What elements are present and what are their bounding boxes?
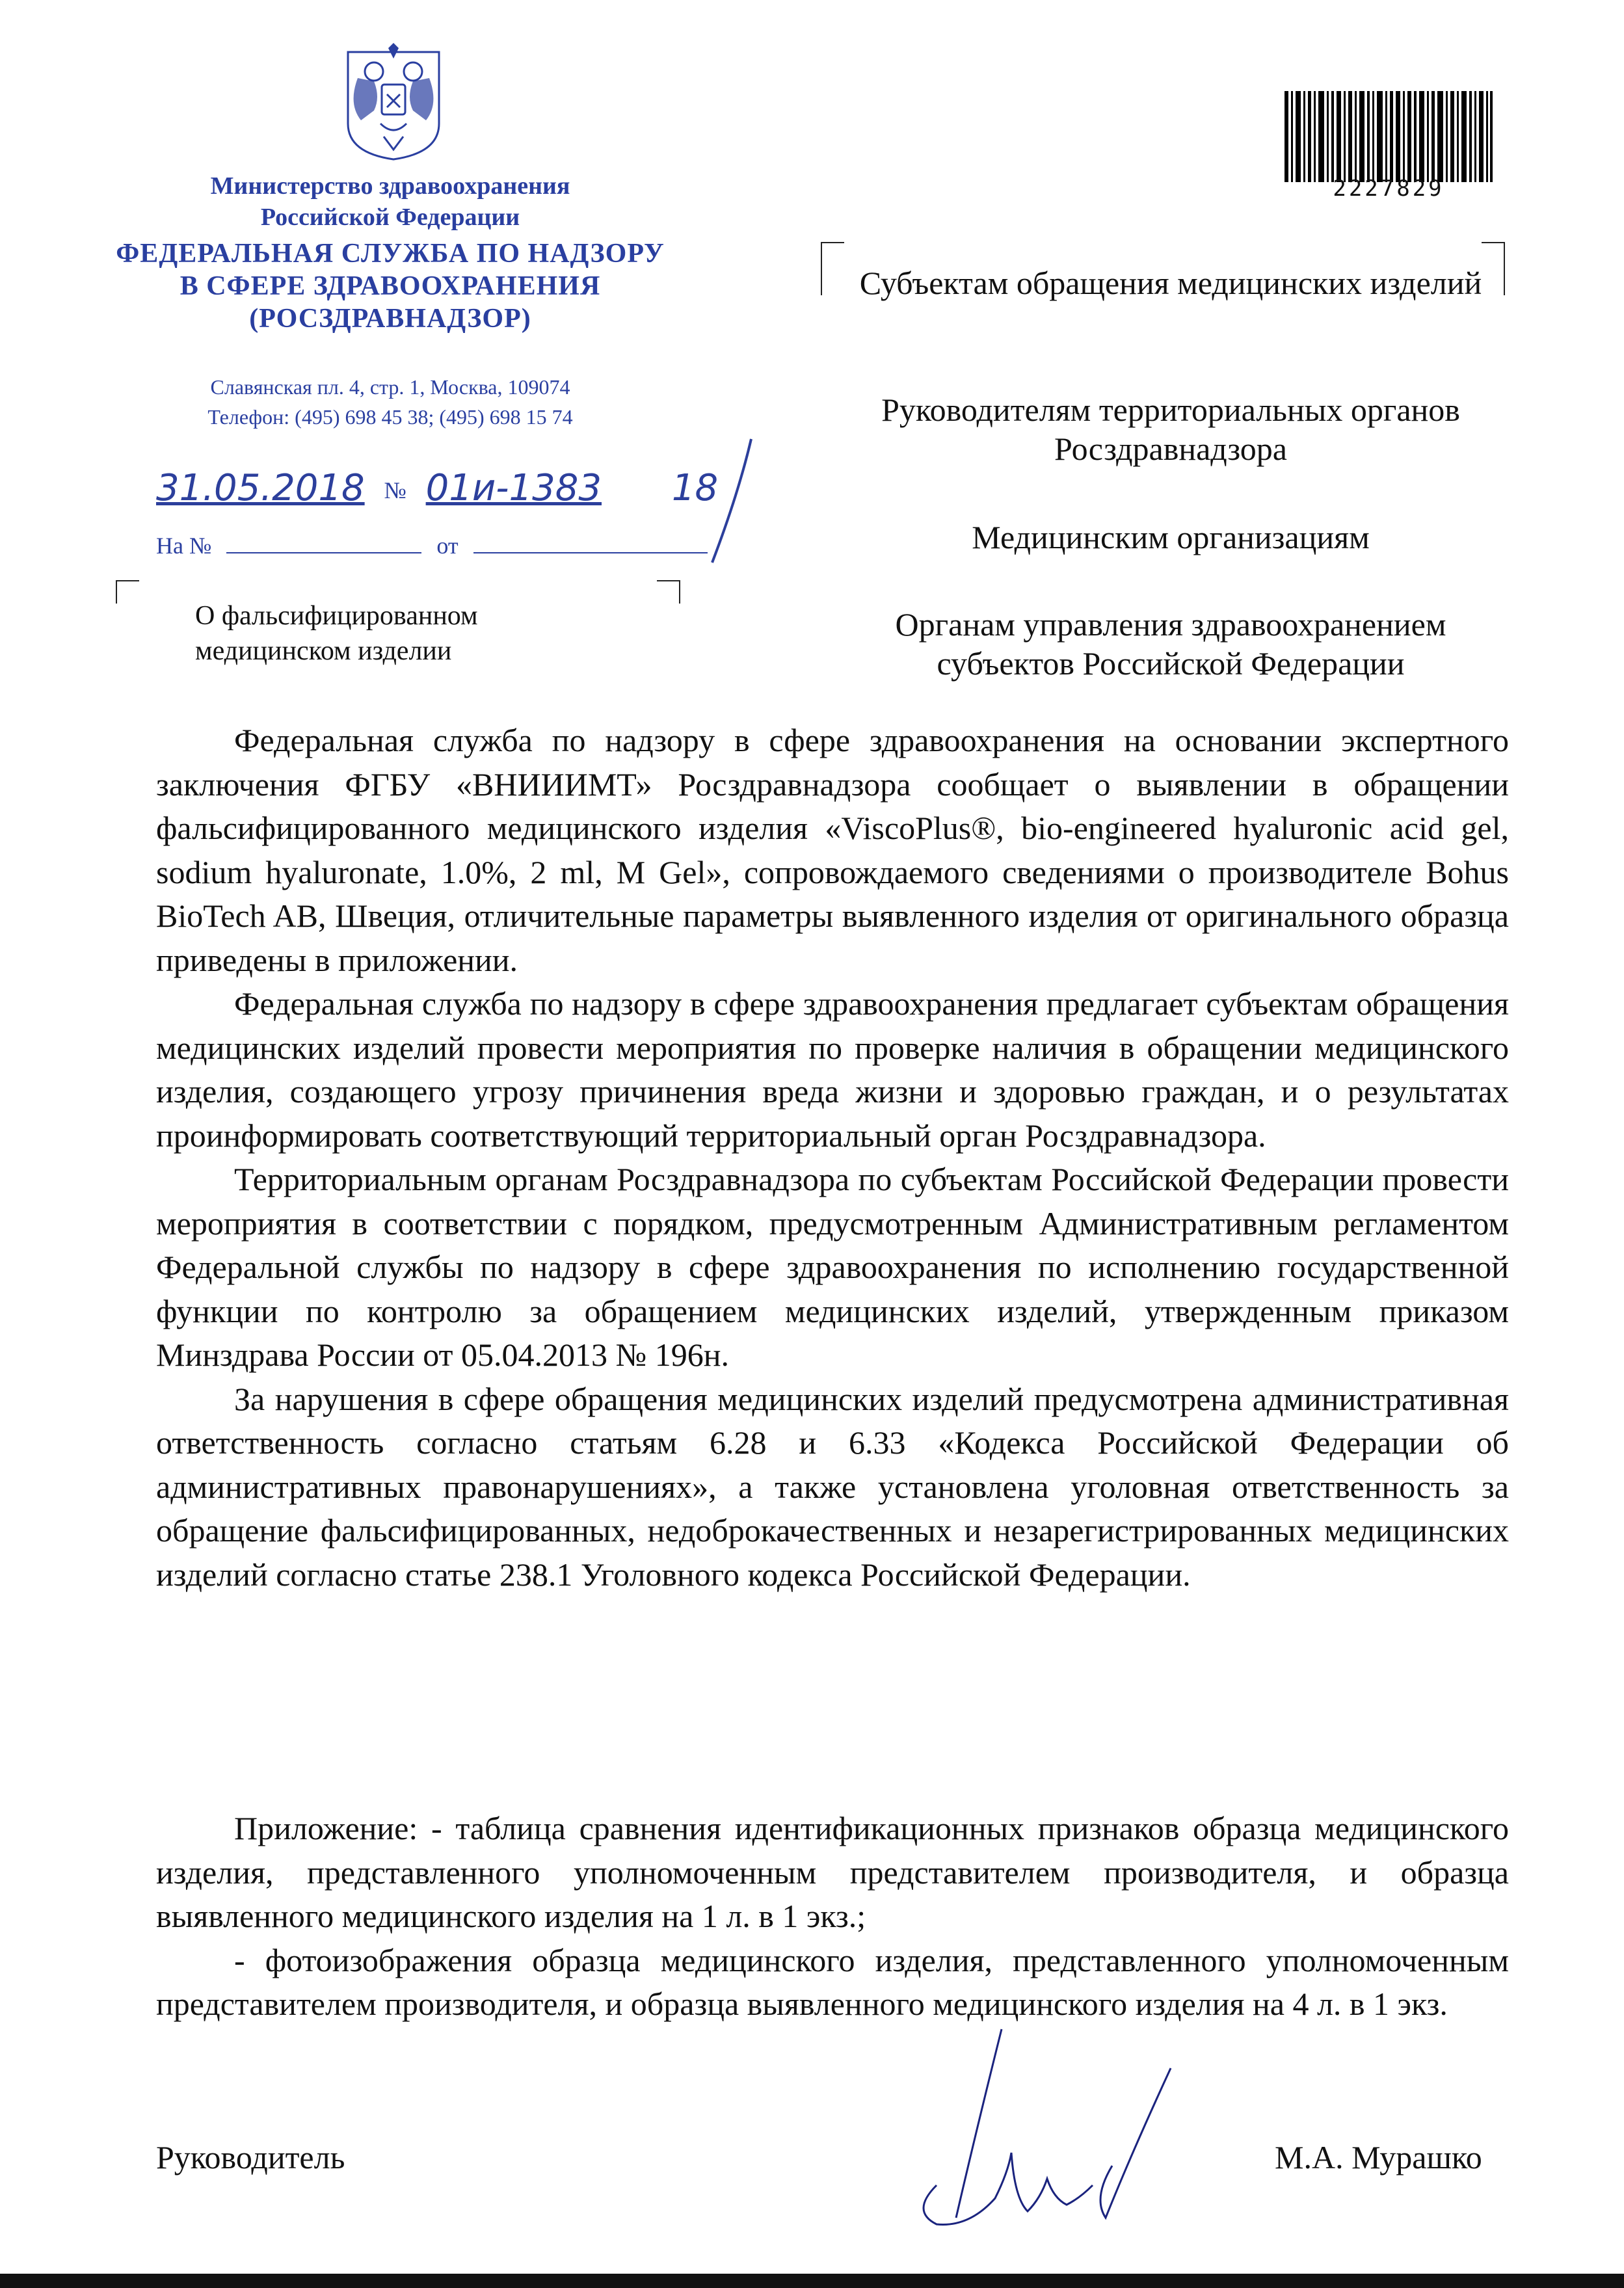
letter-subject: О фальсифицированном медицинском изделии bbox=[195, 601, 478, 666]
reply-reference-line bbox=[156, 532, 708, 559]
reply-label: На № bbox=[156, 533, 212, 559]
subject-corner-left bbox=[116, 580, 139, 604]
body-paragraph-3: Территориальным органам Росздравнадзора по субъектам Российской Федерации провести мероприятия в соответствии с порядком, предусмотренным Административным регламентом Федеральной службы по надзору в сфере здравоохранения по исполнению государственной функции по контролю за обращением медицинских изделий, утвержденным приказом Минздрава России от 05.04.2013 № 196н. bbox=[156, 1161, 1509, 1373]
appendix-section bbox=[156, 1807, 1509, 2027]
addressee-2: Руководителям территориальных органов Росздравнадзора bbox=[881, 392, 1460, 467]
barcode-icon bbox=[1285, 91, 1493, 182]
phone-line: Телефон: (495) 698 45 38; (495) 698 15 74 bbox=[207, 405, 573, 429]
ministry-title: Министерство здравоохранения Российской Федерации bbox=[210, 172, 570, 231]
addressee-4: Органам управления здравоохранением субъектов Российской Федерации bbox=[895, 606, 1446, 682]
letter-body bbox=[156, 719, 1509, 1597]
addressee-1: Субъектам обращения медицинских изделий bbox=[859, 265, 1482, 301]
reply-date-blank bbox=[473, 533, 708, 553]
handwritten-signature bbox=[898, 2003, 1210, 2237]
body-paragraph-4: За нарушения в сфере обращения медицинских изделий предусмотрена административная ответственность согласно статьям 6.28 и 6.33 «Кодекса Российской Федерации об административных правонарушениях», а также установлена уголовная ответственность за обращение фальсифицированных, недоброкачественных и незарегистрированных медицинских изделий согласно статье 238.1 Уголовного кодекса Российской Федерации. bbox=[156, 1380, 1509, 1593]
subject-corner-right bbox=[657, 580, 680, 604]
address-line: Славянская пл. 4, стр. 1, Москва, 109074 bbox=[210, 375, 570, 399]
appendix-item-2: - фотоизображения образца медицинского изделия, представленного уполномоченным представителем производителя, и образца выявленного медицинского изделия на 4 л. в 1 экз. bbox=[156, 1941, 1509, 2022]
signatory-name: М.А. Мурашко bbox=[1275, 2139, 1482, 2175]
number-label: № bbox=[384, 477, 406, 503]
handwritten-slash bbox=[706, 436, 758, 566]
handwritten-date: 31.05.2018 bbox=[156, 467, 365, 509]
addressee-3: Медицинским организациям bbox=[972, 519, 1370, 555]
addressee-corner-left bbox=[821, 242, 844, 295]
appendix-item-1: Приложение: - таблица сравнения идентификационных признаков образца медицинского изделия, представленного уполномоченным представителем производителя, и образца выявленного медицинского изделия на 1 л. в 1 экз.; bbox=[156, 1810, 1509, 1934]
from-label: от bbox=[436, 533, 459, 559]
letterhead-address bbox=[98, 372, 683, 432]
body-paragraph-2: Федеральная служба по надзору в сфере здравоохранения предлагает субъектам обращения медицинских изделий провести мероприятия по проверке наличия в обращении медицинского изделия, создающего угрозу причинения вреда жизни и здоровью граждан, и о результатах проинформировать соответствующий территориальный орган Росздравнадзора. bbox=[156, 985, 1509, 1154]
coat-of-arms-emblem-icon bbox=[335, 39, 452, 163]
reply-number-blank bbox=[226, 533, 421, 553]
scan-edge-divider bbox=[0, 2274, 1624, 2288]
registration-line bbox=[156, 467, 718, 509]
service-title: ФЕДЕРАЛЬНАЯ СЛУЖБА ПО НАДЗОРУ В СФЕРЕ ЗДРАВООХРАНЕНИЯ (РОСЗДРАВНАДЗОР) bbox=[116, 239, 665, 334]
signatory-title: Руководитель bbox=[156, 2139, 345, 2175]
handwritten-year: 18 bbox=[671, 467, 719, 509]
handwritten-number: 01и-1383 bbox=[425, 467, 602, 509]
body-paragraph-1: Федеральная служба по надзору в сфере здравоохранения на основании экспертного заключения ФГБУ «ВНИИИМТ» Росздравнадзора сообщает о выявлении в обращении фальсифицированного медицинского изделия «ViscoPlus®, bio-engineered hyaluronic acid gel, sodium hyaluronate, 1.0%, 2 ml, M Gel», сопровождаемого сведениями о производителе Bohus BioTech AB, Швеция, отличительные параметры выявленного изделия от оригинального образца приведены в приложении. bbox=[156, 722, 1509, 978]
barcode-number: 2227829 bbox=[1333, 176, 1444, 202]
